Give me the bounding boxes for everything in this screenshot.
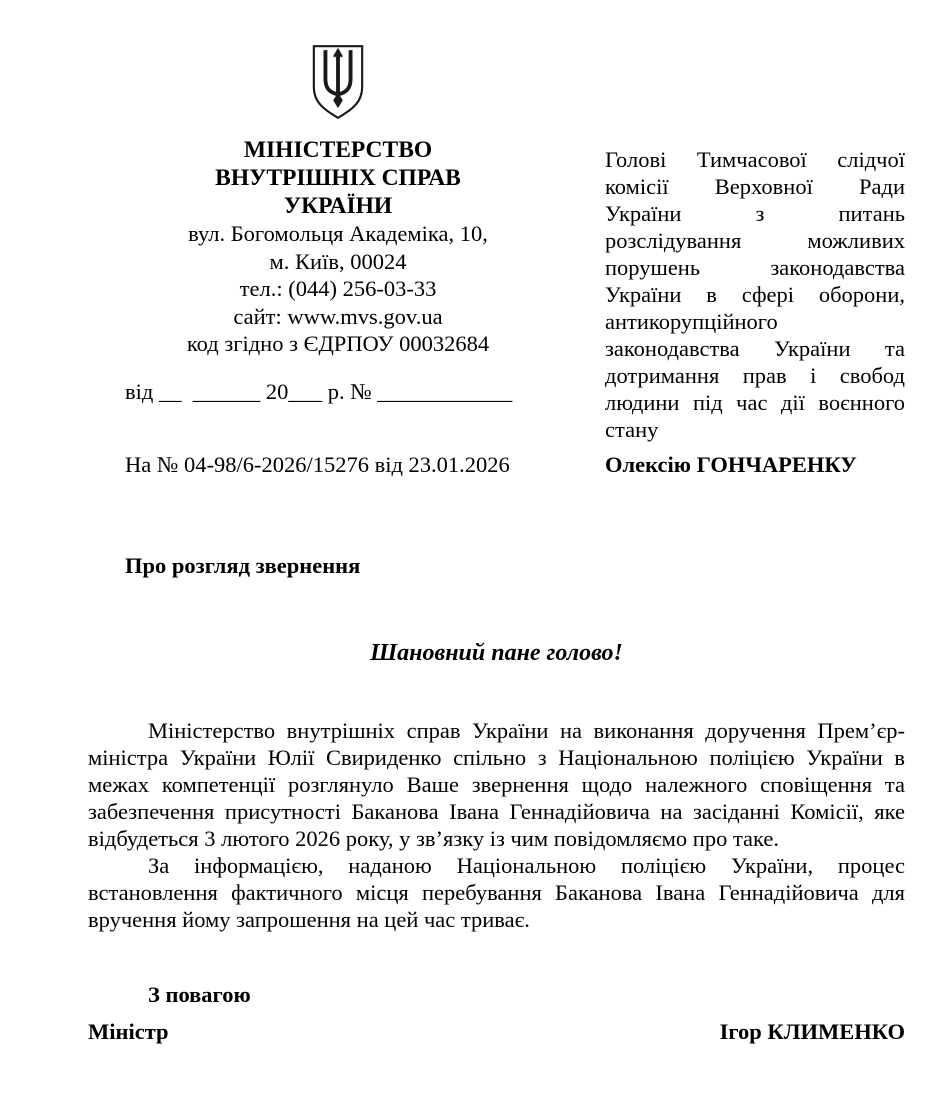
ministry-title-line: УКРАЇНИ	[283, 193, 393, 219]
ministry-title-line: ВНУТРІШНІХ СПРАВ	[215, 165, 461, 191]
ministry-contact-info	[88, 220, 588, 358]
closing-phrase: З повагою	[148, 982, 251, 1007]
signer-position: Міністр	[88, 1019, 169, 1044]
letter-body	[88, 717, 905, 933]
signer-name: Ігор КЛИМЕНКО	[719, 1019, 905, 1044]
ministry-edrpou-code: код згідно з ЄДРПОУ 00032684	[186, 331, 490, 356]
ministry-city-postcode: м. Київ, 00024	[269, 248, 407, 274]
ministry-website: сайт: www.mvs.gov.ua	[233, 303, 443, 329]
body-paragraph-2: За інформацією, наданою Національною поліцією України, процес встановлення фактичного місця перебування Баканова Івана Геннадійовича для вручення йому запрошення на цей час триває.	[88, 853, 905, 932]
incoming-reference-line: На № 04-98/6-2026/15276 від 23.01.2026	[125, 451, 510, 477]
addressee-name: Олексію ГОНЧАРЕНКУ	[605, 452, 857, 477]
addressee-description: Голові Тимчасової слідчої комісії Верховної Ради України з питань розслідування можливих порушень законодавства України в сфері оборони, антикорупційного законодавства України та дотримання прав і свобод людини під час дії воєнного стану	[605, 147, 905, 442]
ministry-title-line: МІНІСТЕРСТВО	[243, 137, 433, 163]
salutation: Шановний пане голово!	[370, 640, 623, 666]
letter-header	[88, 42, 905, 478]
letterhead	[88, 42, 588, 478]
ministry-title	[88, 136, 588, 220]
subject-line: Про розгляд звернення	[125, 553, 361, 578]
outgoing-date-number-blank-line: від __ ______ 20___ р. № ____________	[125, 378, 513, 404]
ministry-phone: тел.: (044) 256-03-33	[239, 276, 437, 301]
body-paragraph-1: Міністерство внутрішніх справ України на виконання доручення Прем’єр-міністра України Юлії Свириденко спільно з Національною поліцією України в межах компетенції розглянуло Ваше звернення щодо належного сповіщення та забезпечення присутності Баканова Івана Геннадійовича на засіданні Комісії, яке відбудеться 3 лютого 2026 року, у зв’язку із чим повідомляємо про таке.	[88, 718, 905, 851]
addressee-block	[605, 42, 905, 478]
ukraine-trident-emblem-icon	[309, 42, 367, 122]
signature-row	[88, 1018, 905, 1045]
ministry-street-address: вул. Богомольця Академіка, 10,	[188, 221, 488, 246]
